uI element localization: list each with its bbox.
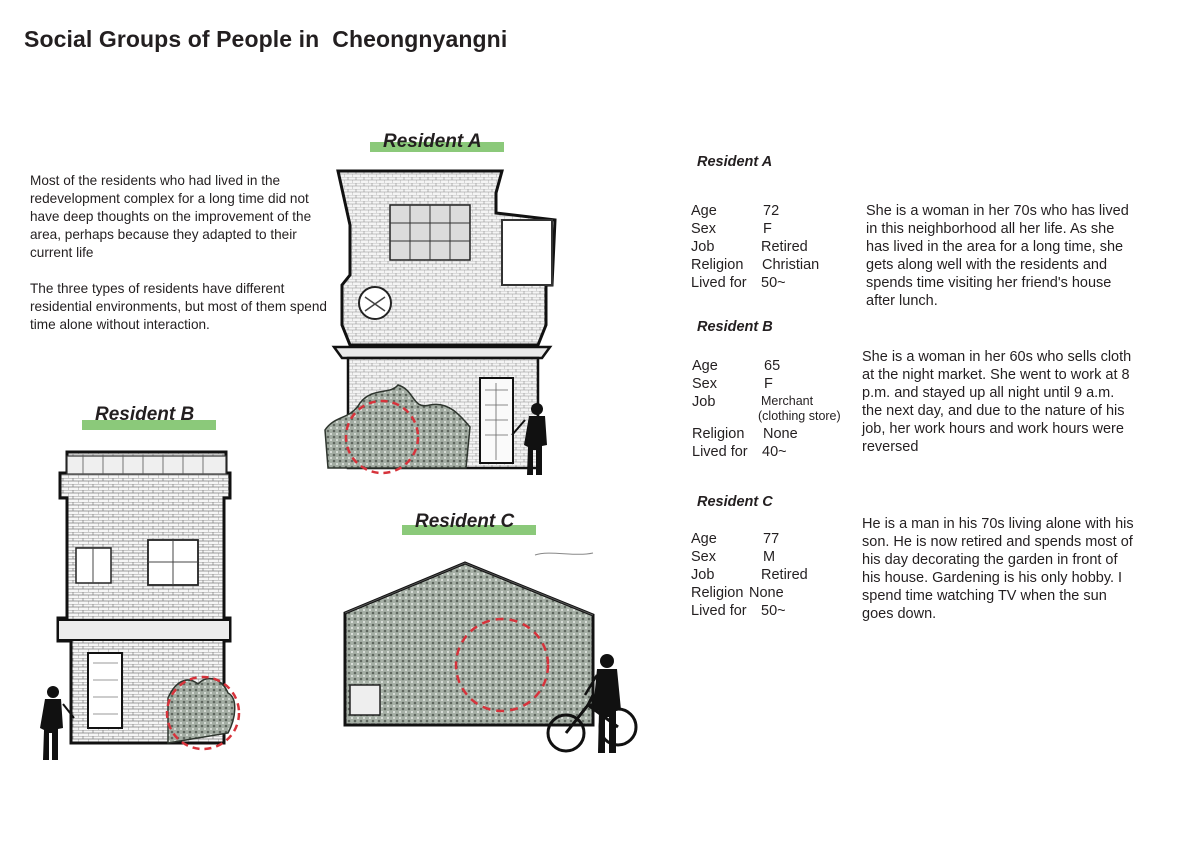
attr-key: Religion xyxy=(692,426,745,442)
resident-a-label: Resident A xyxy=(383,131,482,152)
resident-c-heading: Resident C xyxy=(697,494,773,510)
attr-value: F xyxy=(764,376,773,392)
attr-value: None xyxy=(763,426,798,442)
attr-row-job xyxy=(691,238,861,256)
attr-row-religion xyxy=(692,425,862,443)
attr-value: 50~ xyxy=(761,275,786,291)
attr-row-sex xyxy=(692,375,862,393)
attr-row-lived-for xyxy=(691,274,861,292)
attr-key: Religion xyxy=(691,585,744,601)
resident-a-description: She is a woman in her 70s who has lived in this neighborhood all her life. As she has lived in the area for a long time, she gets along well with the residents and spends time visiting her friend's house after lunch. xyxy=(866,203,1129,309)
resident-a-attributes xyxy=(691,202,861,292)
attr-row-age xyxy=(691,530,861,548)
attr-value: 65 xyxy=(764,358,781,374)
resident-a-house-illustration xyxy=(320,165,560,480)
intro-text-1: Most of the residents who had lived in the redevelopment complex for a long time did not have deep thoughts on the improvement of the area, perhaps because they adapted to their current life xyxy=(30,173,312,260)
attr-row-sex xyxy=(691,548,861,566)
page-title: Social Groups of People in Cheongnyangni xyxy=(24,26,508,52)
resident-b-house-illustration xyxy=(38,448,253,766)
attr-row-religion xyxy=(691,584,861,602)
attr-key: Religion xyxy=(691,257,744,273)
attr-value: 40~ xyxy=(762,444,787,460)
attr-value: 50~ xyxy=(761,603,786,619)
attr-key: Lived for xyxy=(691,603,747,619)
attr-value: 72 xyxy=(763,203,780,219)
intro-paragraph-2 xyxy=(30,280,330,334)
resident-c-attributes xyxy=(691,530,861,620)
attr-value: Merchant xyxy=(761,394,814,408)
attr-value: Retired xyxy=(761,239,808,255)
attr-key: Lived for xyxy=(691,275,747,291)
attr-row-job xyxy=(691,566,861,584)
attr-value: 77 xyxy=(763,531,780,547)
resident-b-description: She is a woman in her 60s who sells cloth at the night market. She went to work at 8 p.m. and stayed up all night until 9 a.m. the next day, and due to the nature of his job, her work hours and work hours were reversed xyxy=(862,349,1132,455)
attr-row-lived-for xyxy=(691,602,861,620)
attr-key: Age xyxy=(691,531,717,547)
attr-key: Sex xyxy=(692,376,717,392)
resident-c-label: Resident C xyxy=(415,511,515,532)
attr-key: Age xyxy=(691,203,717,219)
attr-key: Sex xyxy=(691,549,716,565)
attr-row-age xyxy=(692,357,862,375)
attr-row-sex xyxy=(691,220,861,238)
resident-b-heading: Resident B xyxy=(697,319,773,335)
attr-value: Christian xyxy=(762,257,820,273)
resident-c-house-illustration xyxy=(335,545,645,760)
attr-row-religion xyxy=(691,256,861,274)
resident-c-description: He is a man in his 70s living alone with his son. He is now retired and spends most of his day decorating the garden in front of his house. Gardening is his only hobby. I spend time watching TV when the sun goes down. xyxy=(862,516,1134,622)
resident-b-label: Resident B xyxy=(95,404,195,425)
attr-value: F xyxy=(763,221,772,237)
attr-value-secondary: (clothing store) xyxy=(758,409,841,423)
attr-value: M xyxy=(763,549,776,565)
attr-row-age xyxy=(691,202,861,220)
intro-text-2: The three types of residents have different residential environments, but most of them spend time alone without interaction. xyxy=(30,281,327,332)
attr-key: Job xyxy=(691,239,715,255)
resident-a-heading: Resident A xyxy=(697,154,773,170)
attr-row-job xyxy=(692,393,862,425)
attr-key: Job xyxy=(691,567,715,583)
resident-b-attributes xyxy=(692,357,862,461)
attr-value: None xyxy=(749,585,784,601)
attr-value: Retired xyxy=(761,567,808,583)
attr-key: Age xyxy=(692,358,718,374)
attr-row-lived-for xyxy=(692,443,862,461)
attr-key: Job xyxy=(692,394,716,410)
intro-paragraph-1 xyxy=(30,172,330,262)
attr-key: Sex xyxy=(691,221,716,237)
attr-key: Lived for xyxy=(692,444,748,460)
